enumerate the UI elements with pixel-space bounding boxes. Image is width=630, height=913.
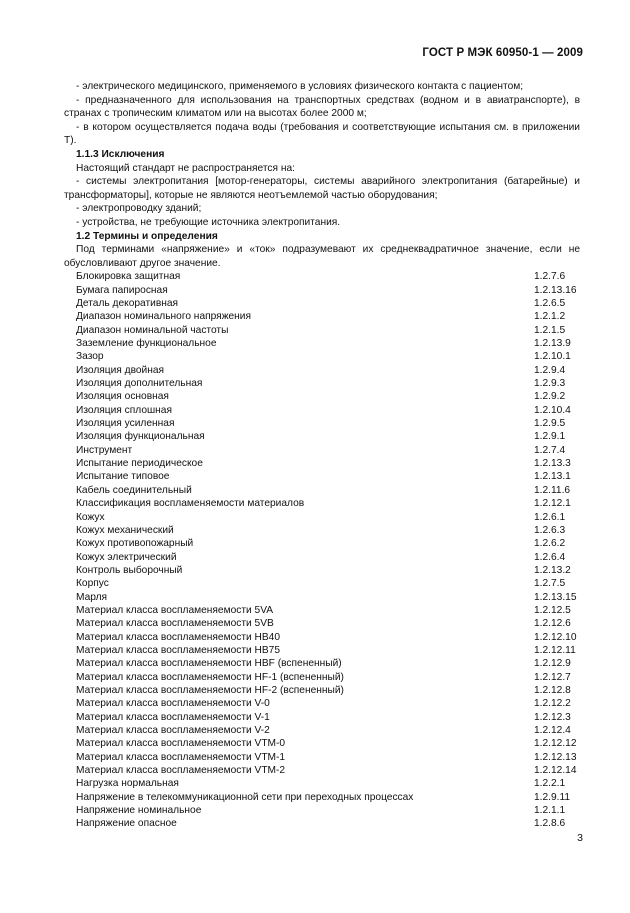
term-reference: 1.2.9.2 <box>534 391 566 403</box>
document-body <box>64 80 580 831</box>
term-row <box>64 417 580 430</box>
term-row <box>64 697 580 710</box>
exclusion-item: - системы электропитания [мотор-генераторы, системы аварийного электропитания (батарейные) и трансформаторы], которые не являются неотъемлемой частью оборудования; <box>64 176 580 201</box>
term-name: Блокировка защитная <box>76 271 181 283</box>
term-reference: 1.2.6.3 <box>534 524 566 536</box>
term-row <box>64 444 580 457</box>
term-reference: 1.2.8.6 <box>534 818 566 830</box>
term-row <box>64 817 580 830</box>
term-name: Материал класса воспламеняемости VTM-2 <box>76 765 286 777</box>
term-reference: 1.2.11.6 <box>534 484 571 496</box>
term-name: Материал класса воспламеняемости HF-2 (вспененный) <box>76 684 344 696</box>
term-reference: 1.2.7.5 <box>534 578 566 590</box>
section-lead: Настоящий стандарт не распространяется на: <box>76 162 296 174</box>
exclusion-item: - устройства, не требующие источника электропитания. <box>76 216 341 228</box>
terms-index <box>64 270 580 830</box>
term-reference: 1.2.12.13 <box>534 751 577 763</box>
term-name: Корпус <box>76 578 109 590</box>
term-row <box>64 337 580 350</box>
term-name: Марля <box>76 591 108 603</box>
term-row <box>64 711 580 724</box>
term-name: Напряжение в телекоммуникационной сети при переходных процессах <box>76 791 414 803</box>
term-reference: 1.2.13.1 <box>534 471 571 483</box>
term-name: Классификация воспламеняемости материалов <box>76 498 305 510</box>
term-name: Материал класса воспламеняемости 5VB <box>76 618 274 630</box>
term-reference: 1.2.1.1 <box>534 805 566 817</box>
term-reference: 1.2.12.6 <box>534 618 571 630</box>
term-name: Кожух противопожарный <box>76 538 194 550</box>
term-name: Материал класса воспламеняемости 5VA <box>76 604 274 616</box>
term-row <box>64 617 580 630</box>
term-name: Изоляция основная <box>76 391 169 403</box>
term-reference: 1.2.2.1 <box>534 778 566 790</box>
term-reference: 1.2.7.6 <box>534 271 566 283</box>
term-row <box>64 804 580 817</box>
term-reference: 1.2.9.3 <box>534 378 566 390</box>
term-name: Кабель соединительный <box>76 484 192 496</box>
term-row <box>64 684 580 697</box>
term-name: Материал класса воспламеняемости VTM-1 <box>76 751 286 763</box>
term-reference: 1.2.9.5 <box>534 418 566 430</box>
term-reference: 1.2.12.3 <box>534 711 571 723</box>
section-lead: Под терминами «напряжение» и «ток» подразумевают их среднеквадратичное значение, если не обусловливают другое значение. <box>64 244 580 269</box>
term-name: Материал класса воспламеняемости HF-1 (вспененный) <box>76 671 344 683</box>
term-name: Бумага папиросная <box>76 284 168 296</box>
term-row <box>64 470 580 483</box>
term-row <box>64 604 580 617</box>
term-row <box>64 297 580 310</box>
term-name: Материал класса воспламеняемости НВ75 <box>76 644 281 656</box>
term-reference: 1.2.13.16 <box>534 284 577 296</box>
term-name: Испытание периодическое <box>76 458 203 470</box>
term-row <box>64 324 580 337</box>
section-heading-terms: 1.2 Термины и определения <box>76 230 218 242</box>
term-reference: 1.2.6.2 <box>534 538 566 550</box>
term-row <box>64 511 580 524</box>
intro-item: - электрического медицинского, применяемого в условиях физического контакта с пациентом; <box>76 81 524 92</box>
term-row <box>64 751 580 764</box>
term-reference: 1.2.12.4 <box>534 725 571 736</box>
term-reference: 1.2.12.5 <box>534 604 571 616</box>
term-reference: 1.2.9.1 <box>534 431 566 443</box>
term-name: Изоляция функциональная <box>76 431 205 443</box>
term-name: Материал класса воспламеняемости V-2 <box>76 725 270 736</box>
term-row <box>64 377 580 390</box>
term-name: Кожух <box>76 511 105 523</box>
intro-item: - предназначенного для использования на транспортных средствах (водном и в авиатранспорте), в странах с тропическим климатом или на высотах более 2000 м; <box>64 94 580 120</box>
term-reference: 1.2.12.11 <box>534 644 576 656</box>
term-name: Изоляция двойная <box>76 364 165 376</box>
term-reference: 1.2.1.2 <box>534 311 566 323</box>
term-name: Напряжение номинальное <box>76 805 202 817</box>
term-row <box>64 524 580 537</box>
term-name: Материал класса воспламеняемости V-1 <box>76 711 270 723</box>
term-reference: 1.2.9.11 <box>534 791 571 803</box>
term-name: Кожух электрический <box>76 551 177 563</box>
term-row <box>64 364 580 377</box>
term-reference: 1.2.12.12 <box>534 738 577 750</box>
term-row <box>64 631 580 644</box>
term-reference: 1.2.6.4 <box>534 551 566 563</box>
term-row <box>64 310 580 323</box>
term-name: Изоляция сплошная <box>76 404 172 416</box>
term-reference: 1.2.12.14 <box>534 765 577 777</box>
term-name: Материал класса воспламеняемости VTM-0 <box>76 738 286 750</box>
term-reference: 1.2.12.1 <box>534 498 571 510</box>
term-row <box>64 390 580 403</box>
term-row <box>64 764 580 777</box>
term-name: Материал класса воспламеняемости НВ40 <box>76 631 281 643</box>
term-name: Испытание типовое <box>76 471 170 483</box>
section-heading-exclusions: 1.1.3 Исключения <box>76 148 165 160</box>
term-row <box>64 737 580 750</box>
term-name: Кожух механический <box>76 524 174 536</box>
term-reference: 1.2.12.10 <box>534 631 577 643</box>
term-row <box>64 657 580 670</box>
document-header: ГОСТ Р МЭК 60950-1 — 2009 <box>422 47 583 59</box>
term-reference: 1.2.12.8 <box>534 684 571 696</box>
term-row <box>64 430 580 443</box>
term-reference: 1.2.12.9 <box>534 658 571 670</box>
term-reference: 1.2.1.5 <box>534 324 566 336</box>
term-name: Зазор <box>76 351 104 363</box>
term-row <box>64 724 580 737</box>
term-reference: 1.2.10.1 <box>534 351 571 363</box>
term-reference: 1.2.10.4 <box>534 404 571 416</box>
term-row <box>64 791 580 804</box>
term-name: Нагрузка нормальная <box>76 778 179 790</box>
term-row <box>64 644 580 657</box>
exclusion-item: - электропроводку зданий; <box>76 203 202 215</box>
term-row <box>64 564 580 577</box>
term-name: Изоляция дополнительная <box>76 378 203 390</box>
term-name: Изоляция усиленная <box>76 418 175 430</box>
term-row <box>64 577 580 590</box>
term-name: Деталь декоративная <box>76 298 179 309</box>
page-number: 3 <box>577 832 583 844</box>
term-row <box>64 270 580 283</box>
term-reference: 1.2.6.1 <box>534 511 566 523</box>
term-row <box>64 591 580 604</box>
term-row <box>64 350 580 363</box>
term-name: Напряжение опасное <box>76 818 177 830</box>
intro-item: - в котором осуществляется подача воды (требования и соответствующие испытания см. в приложении Т). <box>64 121 580 147</box>
term-reference: 1.2.13.2 <box>534 564 571 576</box>
term-name: Материал класса воспламеняемости HBF (вспененный) <box>76 658 342 670</box>
term-reference: 1.2.9.4 <box>534 364 566 376</box>
term-row <box>64 497 580 510</box>
term-reference: 1.2.7.4 <box>534 444 566 456</box>
term-row <box>64 457 580 470</box>
term-name: Материал класса воспламеняемости V-0 <box>76 698 270 710</box>
term-reference: 1.2.12.7 <box>534 671 571 683</box>
term-row <box>64 284 580 297</box>
term-reference: 1.2.13.15 <box>534 591 577 603</box>
term-reference: 1.2.13.3 <box>534 458 571 470</box>
term-reference: 1.2.13.9 <box>534 338 571 350</box>
term-name: Инструмент <box>76 444 133 456</box>
term-row <box>64 671 580 684</box>
term-row <box>64 537 580 550</box>
term-name: Диапазон номинального напряжения <box>76 311 252 323</box>
term-reference: 1.2.6.5 <box>534 298 566 309</box>
term-name: Контроль выборочный <box>76 564 183 576</box>
term-reference: 1.2.12.2 <box>534 698 571 710</box>
term-row <box>64 484 580 497</box>
term-row <box>64 551 580 564</box>
term-name: Диапазон номинальной частоты <box>76 324 229 336</box>
term-row <box>64 777 580 790</box>
term-name: Заземление функциональное <box>76 338 217 350</box>
term-row <box>64 404 580 417</box>
